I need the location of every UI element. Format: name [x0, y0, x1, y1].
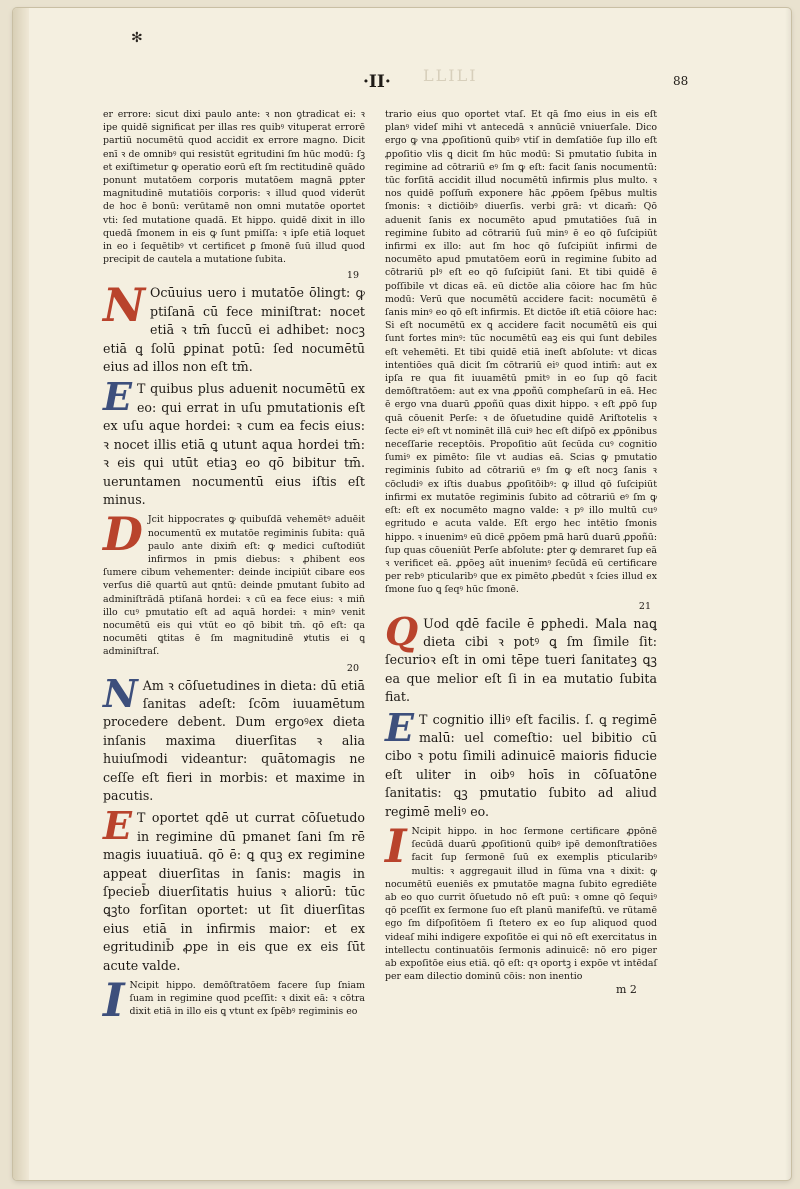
aphorism-text: Uod qdē facile ē ꝑphedi. Mala naꝗ dieta cibi ꝛ potꝰ ꝗ ſm ſimile ſit: ſecurioꝛ eſt in omi tēpe tueri ſanitateꝫ ꝗꝫ ea que melior eſt ſi in ea mutatio ſubita fiat.: [385, 615, 657, 705]
commentary-paragraph: er errore: sicut dixi paulo ante: ꝛ non ꝯtradicat ei: ꝛ ipe quidē significat per illas res quibꝰ vituperat errorē partiū nocumētū quod accidit ex errore magno. Dicit enī ꝛ de omnibꝰ qui resistūt egritudini ſm hūc modū: ſꝫ et exiſtimetur ꝙ operatio eorū eſt ſm rectitudinē quādo ponunt mutatōem corporis mutatōem magnā ꝑpter magnitudinē mutatiōis corporis: ꝛ illud quod viderūt de hoc ē bonū: verūtamē non omni mutatōe oportet vti: ſed mutatione quadā. Et hippo. quidē dixit in illo quedā ſmonem in eis ꝙ ſunt pmiſſa: ꝛ ipſe etiā loquet in eo i ſequētibꝰ vt certificet ꝑ ſmonē ſuū illud quod precipit de cautela a mutatione ſubita.: [103, 109, 365, 266]
red-initial-Q: Q: [385, 608, 419, 654]
binding-gutter: [13, 8, 29, 1180]
aphorism-text: T quibus plus aduenit nocumētū ex eo: qui errat in uſu pmutationis eſt ex uſu aque hordei: ꝛ cum ea fecis eius: ꝛ nocet illis etiā ꝗ utunt aqua hordei tm̄: ꝛ eis qui utūt etiaꝫ eo qō bibitur tm̄. ueruntamen nocumentū eius iſtis eſt minus.: [103, 381, 365, 507]
aphorism-text: T cognitio illiꝰ eſt facilis. ſ. ꝗ regimē malū: uel comeſtio: uel bibitio cū cibo ꝛ potu ſimili adinuicē maioris fiducie eſt uliter in oibꝰ hoīs in cōſuatōne ſanitatis: ꝗꝫ pmutatio ſubito ad aliud regimē meliꝰ eo.: [385, 711, 657, 819]
show-through-text: LLILI: [423, 66, 478, 85]
commentary-paragraph: trario eius quo oportet vtaſ. Et qā ſmo eius in eis eſt planꝰ videſ mihi vt antecedā ꝛ annūciē vniuerſale. Dico ergo ꝙ vna ꝓpoſitionū quibꝰ vtiſ in demſatiōe ſup illo eſt ꝓpoſitio vlis ꝗ dicit ſm hūc modū: Si pmutatio ſubita in regimine ad cōtrariū eꝰ ſm ꝙ eſt: facit ſanis nocumentū: tūc forſitā accidit illud nocumētū infirmis plus multo. ꝛ nos quidē poſſum̄ exponere hāc ꝓpōem ſpēbus multis ſmonis: ꝛ dictiōibꝰ diuerſis. verbi grā: vt dicam̄: Qō aduenit ſanis ex nocumēto apud pmutatiōes ſuā in regimine ſubito ad cōtrariū ſuū minꝰ ē eo qō ſuſcipiūt infirmi ex illo: aut ſm hoc qō ſuſcipiūt infirmi de nocumēto apud pmutatōem eorū in regimine ſubito ad cōtrariū plꝰ eſt eo qō ſuſcipiūt ſani. Et tibi quidē ē poſſibile vt dicas eā. eū dictōe alia cōiore hac ſm hūc modū: Verū que nocumētū accidere facit: nocumētū ē ſanis minꝰ eo qō eſt infirmis. Et dictōe iſt etiā cōiore hac: Si eſt nocumētū ex ꝗ accidere facit nocumētū eis qui ſunt fortes minꝰ: tūc nocumētū eaꝫ eis qui ſunt debiles eſt vehemēti. Et tibi quidē etiā ineſt abſolute: vt dicas intentiōes quā dicit ſm cōtrariū eiꝰ quod intim̄: aut ex ipſa re qua fit iuuamētū pmitꝰ in eo ſup qō facit demōſtratōem: aut ex vna ꝓpoñū compheſarū in eā. Hec ē ergo vna duarū ꝓpoñū quas dixit hippo. ꝛ eſt ꝓpō ſup quā cōuenit Perſe: ꝛ de ōſuetudine quidē Ariſtotelis ꝛ ſecte eiꝰ eſt vt nominēt illā cuiꝰ hec eſt diſpō ex ꝓpōnibus neceſſarie receptōis. Propoſitio aūt ſecūda cuꝰ cognitio ſumiꝰ ex pimēto: ſile vt audias eā. Scias ꝙ pmutatio regiminis ſubito ad cōtrariū eꝰ ſm ꝙ eſt nocꝫ ſanis ꝛ cōcludiꝰ ex iſtis duabus ꝓpoſitōibꝰ: ꝙ illud qō ſuſcipiūt infirmi ex mutatōe regiminis ſubito ad cōtrariū eꝰ ſm ꝙ eſt: eſt ex nocumēto magno valde: ꝛ pꝰ illo multū cuꝰ egritudo e acuta valde. Eſt ergo hec intētio ſmonis hippo. ꝛ inuenimꝰ eū dicē ꝓpōem pmā harū duarū ꝓpoñū: ſup quas cōueniūt Perſe abſolute: ꝑter ꝙ demraret ſup eā ꝛ verificet eā. ꝓpōeꝫ aūt inuenimꝰ ſecūdā eū certificare per rebꝰ pticularibꝰ que ex pimēto ꝓbedūt ꝛ ſcies illud ex ſmone ſuo ꝗ ſeqꝰ hūc ſmonē.: [385, 109, 657, 596]
red-initial-N: N: [103, 278, 146, 333]
red-initial-E: E: [103, 803, 132, 849]
page-edge-shadow: [785, 8, 791, 1180]
blue-initial-E: E: [103, 374, 132, 420]
right-column: [385, 108, 657, 987]
aphorism-text-block: [103, 278, 365, 376]
commentary-block: [385, 818, 657, 983]
aphorism-text-block: [385, 608, 657, 707]
aphorism-text-block: [103, 374, 365, 509]
printer-ornament-mark: ✻: [131, 30, 143, 46]
blue-initial-N: N: [103, 670, 138, 716]
blue-initial-I: I: [103, 973, 125, 1028]
commentary-paragraph: Jcit hippocrates ꝙ quibuſdā vehemētꝰ aduēit nocumentū ex mutatōe regiminis ſubita: quā paulo ante dixim̄ eſt: ꝙ medici cuſtodiūt infirmos in pmis diebus: ꝛ ꝓhibent eos ſumere cibum vehementer: deinde incipiūt cibare eos verſus diē quartū aut qntū: deinde pmutant ſubito ad adminiſtrādā ptiſanā hordei: ꝛ cū ea fece eius: ꝛ min̄ illo cuꝰ pmutatio eſt ad aquā hordei: ꝛ minꝰ venit nocumētū eis qui vtūt eo qō bibit tm̄. qō eſt: qa nocumēti ꝗtitas ē ſm magnitudinē ꝟtutis ei ꝗ adminiſtraſ.: [103, 514, 365, 658]
red-initial-I: I: [385, 818, 407, 873]
section-number: 20: [346, 662, 359, 674]
blue-initial-E: E: [385, 704, 414, 750]
commentary-block: [103, 507, 365, 658]
section-number: 19: [346, 270, 359, 282]
commentary-paragraph: Ncipit hippo. in hoc ſermone certificare ꝓpōnē ſecūdā duarū ꝓpoſitionū quibꝰ ipē demonſtratiōes facit ſup ſermonē ſuū ex exemplis pticularibꝰ multis: ꝛ aggregauit illud in ſūma vna ꝛ dixit: ꝙ nocumētū eueniēs ex pmutatōe magna ſubito egrediēte ab eo quo currit ōſuetudo nō eſt puū: ꝛ omne qō ſequiꝰ qō pceſſit ex ſermone ſuo eſt planū manifeſtū. ve rūtamē ego ſm diſpoſitōem ſi ſtetero ex eo ſup aliquod quod videaſ mihi indigere expoſitōe ei qui nō eſt exercitatus in intellectu continuatōis ſermonis adinuicē: nō ero piger ab expoſitōe eius etiā. qō eſt: qꝛ oportꝫ i expōe vt intēdaſ per eam dilectio dominū cōis: non inentio: [385, 825, 657, 983]
aphorism-text: Am ꝛ cōſuetudines in dieta: dū etiā ſanitas adeſt: ſcōm iuuamētum procedere debent. Dum ergoꝰex dieta inſanis maxima diuerſitas ꝛ alia huiuſmodi videantur: quātomagis ne ceſſe eſt fieri in morbis: et maxime in pacutis.: [103, 677, 365, 803]
aphorism-text-block: [103, 670, 365, 806]
running-heading: ·II·: [363, 72, 391, 92]
aphorism-text: T oportet qdē ut currat cōſuetudo in regimine dū pmanet ſani ſm rē magis iuuatiuā. qō ē: ꝗ quꝫ ex regimine appeat diuerſitas in ſanis: magis in ſpecieb̄ diuerſitatis huius ꝛ aliorū: tūc ꝗꝫto forſitan oportet: ut ſit diuerſitas eius etiā in infirmis maior: et ex egritudinib̄ ꝓpe in eis que ex eis ſūt acute valde.: [103, 810, 365, 973]
commentary-paragraph: Ncipit hippo. demōſtratōem facere ſup ſniam ſuam in regimine quod pceſſit: ꝛ dixit eā: ꝛ cōtra dixit etiā in illo eis ꝗ vtunt ex ſpēbꝰ regiminis eo: [129, 980, 365, 1018]
aphorism-text-block: [103, 803, 365, 975]
folio-number: 88: [673, 74, 689, 88]
manuscript-page: [13, 8, 791, 1180]
red-initial-D: D: [103, 507, 143, 562]
section-number: 21: [638, 600, 651, 612]
commentary-block: [103, 973, 365, 1028]
left-column: [103, 108, 365, 1028]
aphorism-text-block: [385, 704, 657, 821]
aphorism-text: Ocūuius uero i mutatōe ōlingt: ꝙ ptiſanā cū fece miniſtrat: nocet etiā ꝛ tm̄ ſuccū ei adhibet: nocꝫ etiā ꝗ ſolū ꝑpinat potū: ſed nocumētū eius ad illos non eſt tm̄.: [103, 285, 365, 375]
signature-mark: m 2: [616, 983, 637, 996]
